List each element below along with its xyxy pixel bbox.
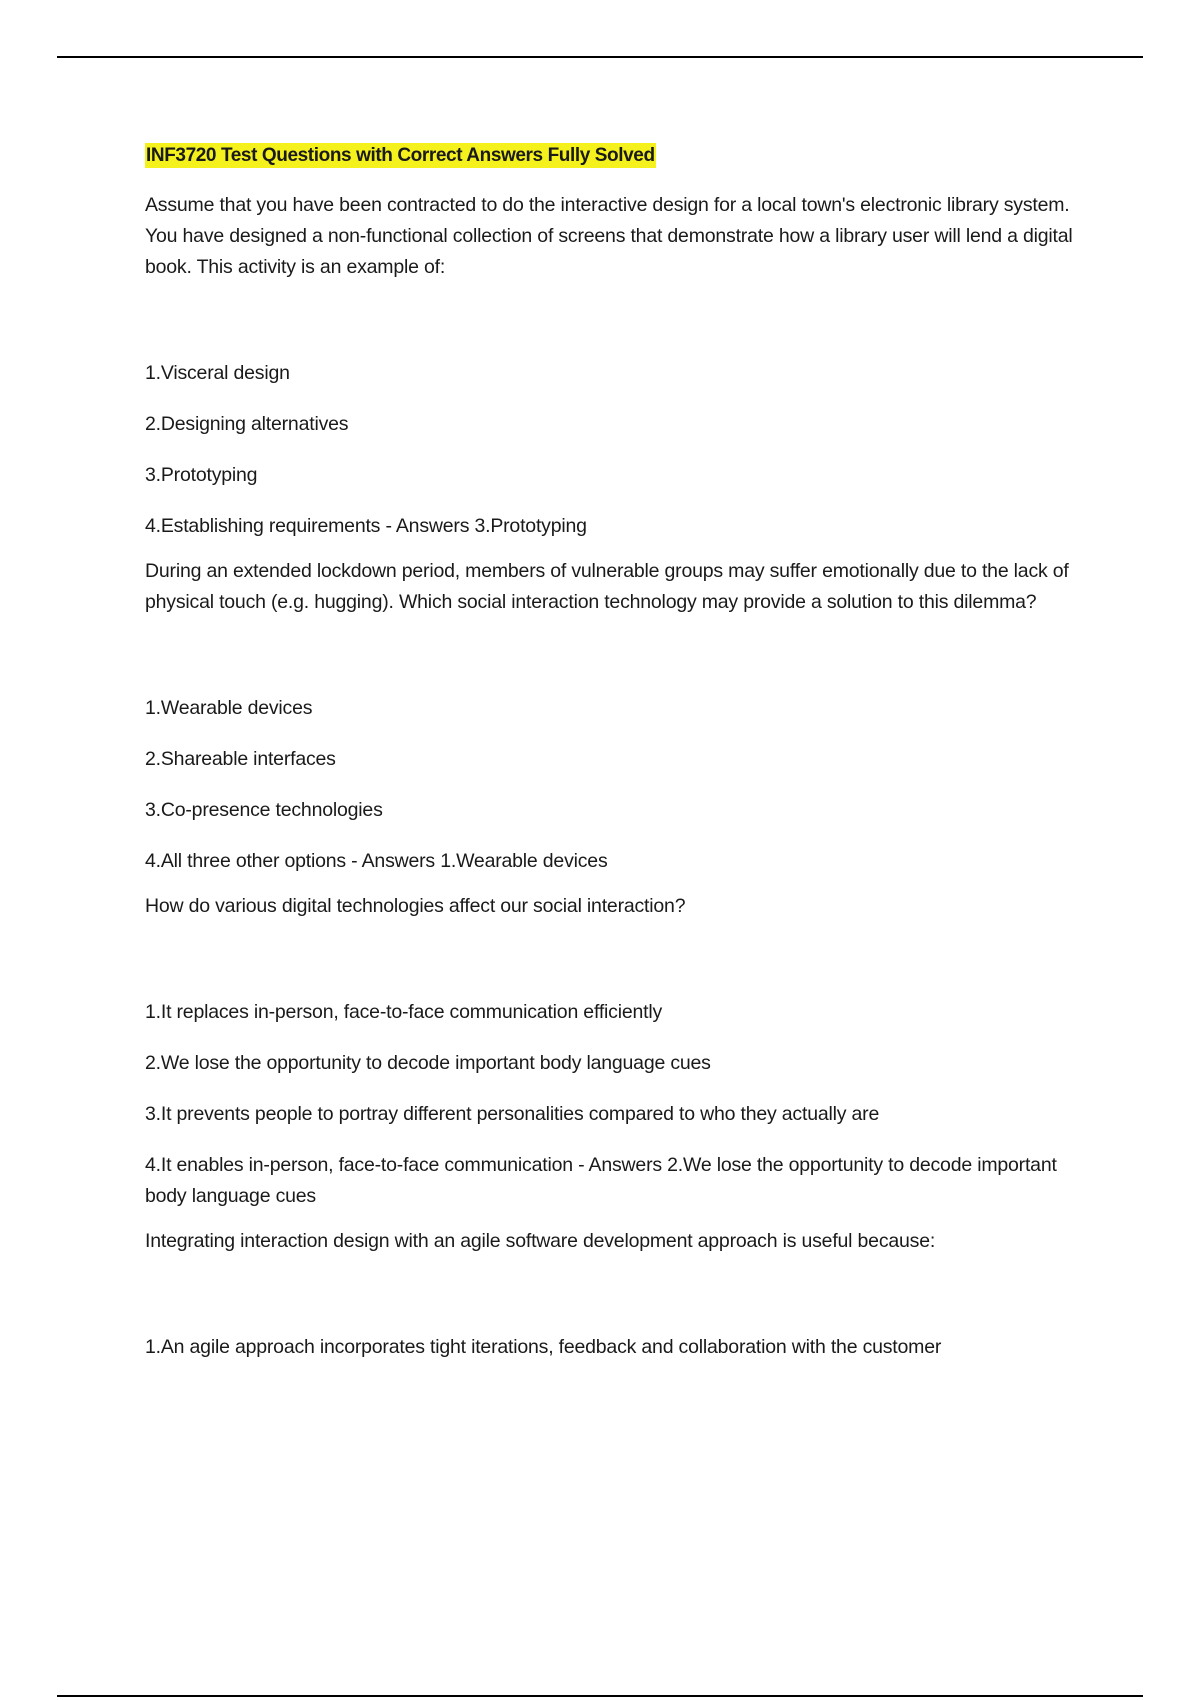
question-text: Integrating interaction design with an agile software development approach is useful because: xyxy=(145,1230,936,1252)
answer-option-with-answer: 4.All three other options - Answers 1.Wearable devices xyxy=(145,850,608,872)
question-block xyxy=(145,1226,1085,1363)
answer-option-with-answer: 4.Establishing requirements - Answers 3.Prototyping xyxy=(145,515,587,537)
answer-option: 2.Shareable interfaces xyxy=(145,748,336,770)
footer-rule xyxy=(57,1695,1143,1697)
answer-option: 1.An agile approach incorporates tight iterations, feedback and collaboration with the customer xyxy=(145,1336,942,1358)
answer-option: 1.Wearable devices xyxy=(145,697,313,719)
document-body xyxy=(145,143,1085,1383)
answer-option: 3.Co-presence technologies xyxy=(145,799,383,821)
header-rule xyxy=(57,56,1143,58)
answer-option-with-answer: 4.It enables in-person, face-to-face communication - Answers 2.We lose the opportunity to decode important body language cues xyxy=(145,1154,1057,1207)
answer-option: 3.Prototyping xyxy=(145,464,258,486)
answer-option: 1.It replaces in-person, face-to-face communication efficiently xyxy=(145,1001,663,1023)
answer-option: 3.It prevents people to portray different personalities compared to who they actually are xyxy=(145,1103,880,1125)
question-text: How do various digital technologies affect our social interaction? xyxy=(145,895,686,917)
question-block xyxy=(145,556,1085,877)
answer-option: 1.Visceral design xyxy=(145,362,290,384)
answer-option: 2.Designing alternatives xyxy=(145,413,349,435)
question-text: During an extended lockdown period, members of vulnerable groups may suffer emotionally due to the lack of physical touch (e.g. hugging). Which social interaction technology may provide a solution to this dilemma? xyxy=(145,560,1069,613)
question-text: Assume that you have been contracted to do the interactive design for a local town's electronic library system. You have designed a non-functional collection of screens that demonstrate how a library user will lend a digital book. This activity is an example of: xyxy=(145,194,1073,278)
answer-option: 2.We lose the opportunity to decode important body language cues xyxy=(145,1052,711,1074)
question-block xyxy=(145,891,1085,1212)
document-title: INF3720 Test Questions with Correct Answers Fully Solved xyxy=(146,145,655,166)
question-block xyxy=(145,190,1085,542)
